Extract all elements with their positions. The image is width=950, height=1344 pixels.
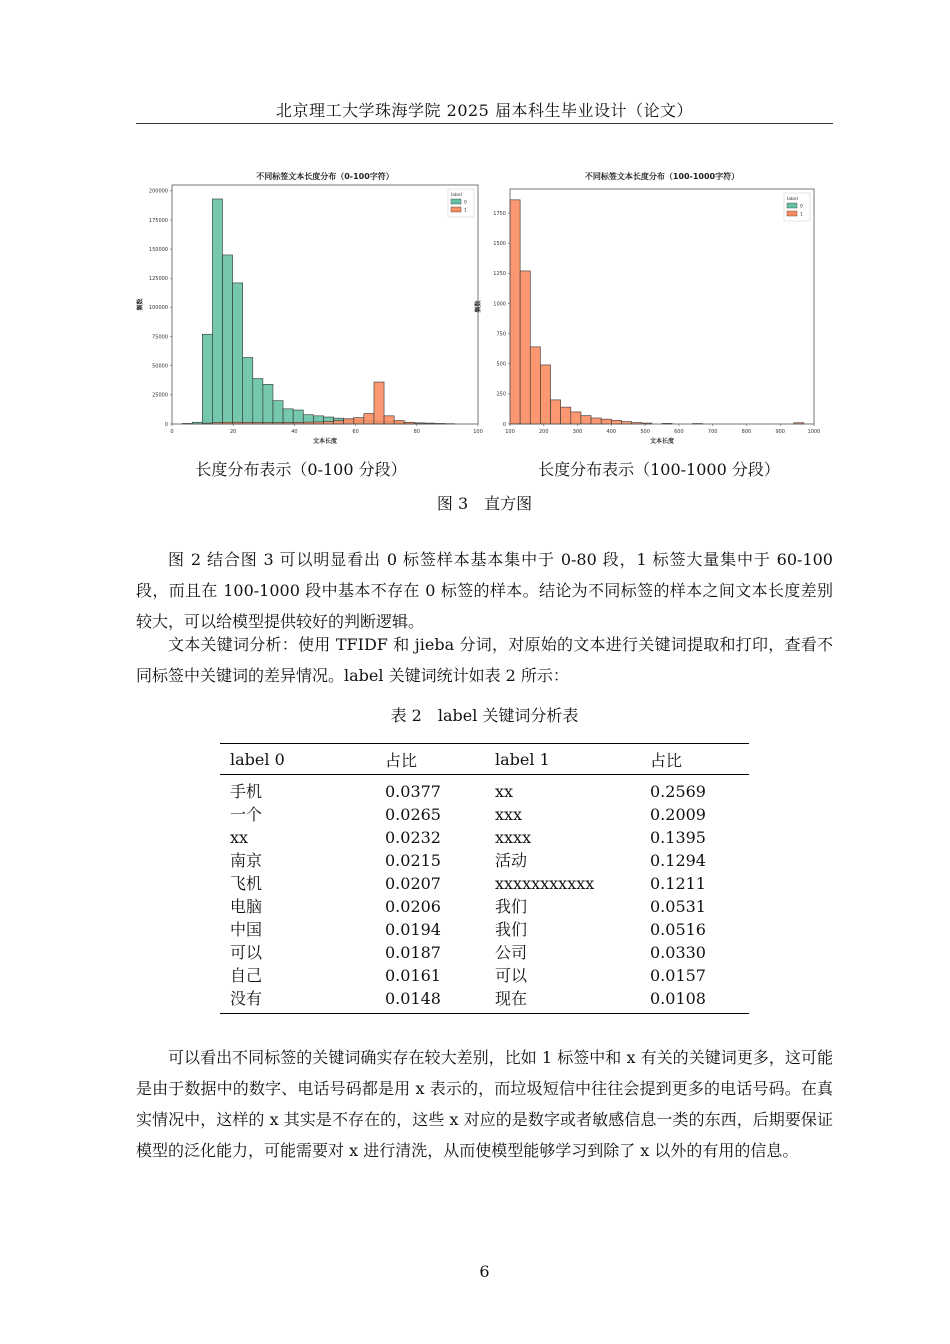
- legend: [448, 189, 474, 217]
- legend-title: label: [787, 197, 798, 202]
- x-tick-label: 700: [707, 429, 718, 435]
- table-cell: 没有: [230, 989, 263, 1008]
- bar-1: [611, 420, 621, 424]
- legend-entry: 0: [800, 204, 803, 210]
- header-ratio1: 占比: [650, 750, 683, 770]
- table-cell: 0.0232: [385, 828, 441, 847]
- table-row: [220, 941, 749, 964]
- table-header-row: [220, 744, 749, 775]
- chart-svg: [136, 165, 481, 450]
- x-tick-label: 100: [473, 429, 483, 435]
- bar-0: [222, 255, 232, 424]
- bar-0: [273, 401, 283, 424]
- table-row: [220, 826, 749, 849]
- table-cell: 0.0157: [650, 966, 706, 985]
- chart-title: 不同标签文本长度分布（100-1000字符）: [584, 172, 740, 181]
- paragraph-2: 文本关键词分析：使用 TFIDF 和 jieba 分词，对原始的文本进行关键词提取和打印，查看不同标签中关键词的差异情况。label 关键词统计如表 2 所示：: [136, 635, 833, 685]
- table-cell: 可以: [230, 943, 263, 962]
- table-cell: 0.0516: [650, 920, 706, 939]
- table-cell: 可以: [495, 966, 528, 985]
- bar-1: [354, 418, 364, 424]
- x-tick-label: 800: [741, 429, 752, 435]
- table-cell: 0.0108: [650, 989, 706, 1008]
- y-tick-label: 250: [496, 391, 506, 398]
- header-label1: label 1: [495, 749, 550, 769]
- y-tick-label: 0: [164, 421, 168, 428]
- bar-0: [233, 283, 243, 424]
- figure-title: 图 3 直方图: [436, 494, 533, 513]
- legend-entry: 0: [464, 200, 467, 206]
- y-tick-label: 150000: [148, 246, 168, 253]
- x-tick-label: 900: [775, 429, 785, 435]
- table-row: [220, 775, 749, 804]
- table-cell: 0.0206: [385, 897, 441, 916]
- y-axis-label: 频数: [475, 300, 482, 313]
- table-row: [220, 849, 749, 872]
- page-number: 6: [479, 1262, 490, 1281]
- table-row: [220, 895, 749, 918]
- table-row: [220, 803, 749, 826]
- bar-0: [283, 409, 293, 424]
- x-axis-label: 文本长度: [312, 438, 338, 445]
- y-tick-label: 175000: [148, 217, 168, 224]
- table-cell: 活动: [495, 851, 528, 870]
- bar-1: [364, 414, 374, 424]
- bar-0: [293, 410, 303, 424]
- table-cell: 0.0148: [385, 989, 441, 1008]
- legend-title: label: [451, 193, 462, 198]
- table-cell: 自己: [230, 966, 263, 985]
- y-tick-label: 0: [502, 421, 506, 428]
- table-row: [220, 987, 749, 1014]
- bar-0: [212, 199, 222, 424]
- y-tick-label: 1500: [493, 241, 506, 248]
- legend-swatch-0: [787, 203, 797, 208]
- y-tick-label: 1750: [493, 210, 506, 217]
- table-row: [220, 872, 749, 895]
- table-cell: 0.2009: [650, 805, 706, 824]
- legend: [784, 193, 810, 221]
- table-title: 表 2 label 关键词分析表: [390, 706, 579, 725]
- bar-1: [571, 412, 581, 424]
- paragraph-3: 可以看出不同标签的关键词确实存在较大差别，比如 1 标签中和 x 有关的关键词更多，这可能是由于数据中的数字、电话号码都是用 x 表示的，而垃圾短信中往往会提到更多的电话号码。在真实情况中，这样的 x 其实是不存在的，这些 x 对应的是数字或者敏感信息一类的东西，后期要保证模型的泛化能力，可能需要对 x 进行清洗，从而使模型能够学习到除了 x 以外的有用的信息。: [136, 1048, 833, 1160]
- y-tick-label: 75000: [152, 334, 168, 341]
- y-tick-label: 100000: [148, 305, 168, 312]
- x-tick-label: 200: [539, 429, 549, 435]
- header-ratio0: 占比: [385, 750, 418, 770]
- header-label0: label 0: [230, 749, 285, 769]
- x-tick-label: 0: [170, 429, 174, 435]
- table-cell: xxxxxxxxxxx: [495, 874, 595, 893]
- bar-1: [394, 421, 404, 424]
- x-tick-label: 40: [291, 429, 298, 435]
- table-row: [220, 918, 749, 941]
- table-cell: 飞机: [230, 874, 263, 893]
- table-cell: 0.0187: [385, 943, 441, 962]
- legend-swatch-1: [451, 207, 461, 212]
- y-tick-label: 50000: [152, 363, 168, 370]
- table-cell: 0.0265: [385, 805, 441, 824]
- bar-1: [510, 200, 520, 424]
- x-tick-label: 300: [572, 429, 583, 435]
- bar-1: [530, 347, 540, 424]
- bar-1: [334, 421, 344, 424]
- plot-frame: [510, 189, 814, 424]
- bar-1: [520, 271, 530, 424]
- histogram-100-1000: [475, 165, 823, 450]
- table-cell: 0.2569: [650, 782, 706, 801]
- table-cell: 电脑: [230, 897, 263, 916]
- x-tick-label: 100: [505, 429, 515, 435]
- table-cell: 0.0194: [385, 920, 441, 939]
- running-header: 北京理工大学珠海学院 2025 届本科生毕业设计（论文）: [276, 101, 693, 120]
- bar-1: [581, 416, 591, 424]
- bar-0: [202, 334, 212, 424]
- bar-1: [591, 418, 601, 424]
- x-tick-label: 20: [230, 429, 237, 435]
- chart-svg: [475, 165, 823, 450]
- table-cell: 0.0207: [385, 874, 441, 893]
- bar-1: [384, 416, 394, 424]
- y-tick-label: 200000: [148, 188, 168, 195]
- caption-left: 长度分布表示（0-100 分段）: [195, 460, 407, 479]
- y-axis-label: 频数: [137, 298, 144, 311]
- table-row: [220, 964, 749, 987]
- table-cell: 0.0531: [650, 897, 706, 916]
- table-cell: 0.1395: [650, 828, 706, 847]
- x-axis-label: 文本长度: [649, 438, 675, 445]
- table-cell: 我们: [495, 920, 528, 939]
- table-cell: 中国: [230, 920, 263, 939]
- table-cell: 0.0161: [385, 966, 441, 985]
- bar-0: [253, 379, 263, 424]
- x-tick-label: 400: [606, 429, 617, 435]
- table-cell: 南京: [230, 851, 263, 870]
- x-tick-label: 600: [674, 429, 684, 435]
- y-tick-label: 500: [496, 361, 506, 368]
- legend-entry: 1: [800, 212, 803, 218]
- table-cell: 公司: [495, 943, 528, 962]
- y-tick-label: 1250: [493, 271, 506, 278]
- table-cell: 0.1211: [650, 874, 706, 893]
- table-cell: xx: [495, 782, 514, 801]
- chart-title: 不同标签文本长度分布（0-100字符）: [256, 172, 394, 181]
- y-tick-label: 750: [496, 331, 506, 338]
- table-cell: 0.0215: [385, 851, 441, 870]
- bar-1: [374, 382, 384, 424]
- bar-1: [540, 365, 550, 424]
- table-cell: 手机: [230, 782, 263, 801]
- x-tick-label: 500: [640, 429, 650, 435]
- paragraph-1: 图 2 结合图 3 可以明显看出 0 标签样本基本集中于 0-80 段，1 标签大量集中于 60-100 段，而且在 100-1000 段中基本不存在 0 标签的样本。结论为不同标签的样本之间文本长度差别较大，可以给模型提供较好的判断逻辑。: [136, 550, 833, 631]
- x-tick-label: 1000: [807, 429, 821, 435]
- bar-1: [551, 400, 561, 424]
- table-cell: xxxx: [495, 828, 532, 847]
- table-cell: 一个: [230, 805, 263, 824]
- histogram-0-100: [136, 165, 481, 450]
- header-rule: [136, 123, 833, 124]
- keyword-table: [220, 743, 749, 1014]
- table-cell: 0.0377: [385, 782, 441, 801]
- table-cell: 现在: [495, 989, 528, 1008]
- x-tick-label: 60: [352, 429, 359, 435]
- table-cell: xxx: [495, 805, 523, 824]
- legend-swatch-1: [787, 211, 797, 216]
- legend-swatch-0: [451, 199, 461, 204]
- table-cell: 0.1294: [650, 851, 706, 870]
- x-tick-label: 80: [413, 429, 420, 435]
- legend-entry: 1: [464, 208, 467, 214]
- bar-0: [243, 358, 253, 424]
- y-tick-label: 1000: [493, 301, 506, 308]
- bar-1: [561, 407, 571, 424]
- table-cell: 我们: [495, 897, 528, 916]
- y-tick-label: 25000: [152, 392, 168, 399]
- y-tick-label: 125000: [148, 276, 168, 283]
- caption-right: 长度分布表示（100-1000 分段）: [538, 460, 780, 479]
- bar-1: [344, 419, 354, 424]
- table-cell: 0.0330: [650, 943, 706, 962]
- table-cell: xx: [230, 828, 249, 847]
- bar-0: [263, 384, 273, 424]
- bar-1: [601, 419, 611, 424]
